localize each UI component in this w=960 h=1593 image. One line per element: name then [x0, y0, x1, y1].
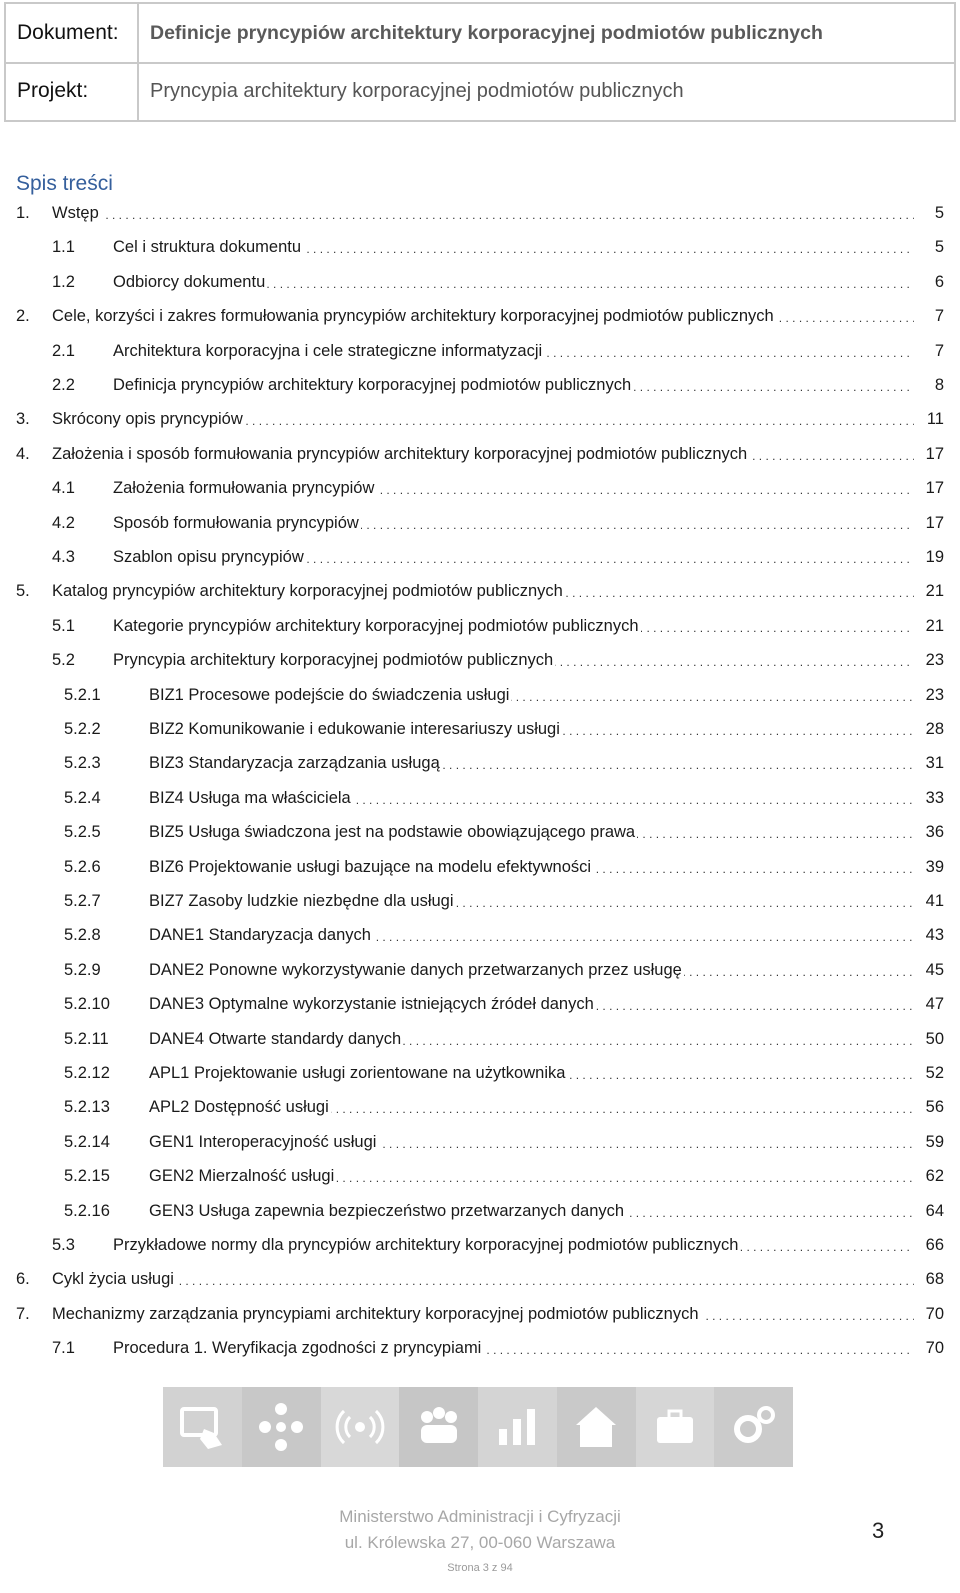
toc-entry-title: Założenia i sposób formułowania pryncypiów architektury korporacyjnej podmiotów publicznych — [52, 444, 748, 463]
footer-page-of: Strona 3 z 94 — [447, 1562, 513, 1574]
toc-entry-leader — [113, 1335, 920, 1361]
toc-entry[interactable] — [0, 578, 960, 604]
toc-entry-number: 4.3 — [52, 548, 75, 566]
toc-entry-leader — [149, 854, 920, 880]
toc-entry-page: 62 — [914, 1163, 944, 1189]
toc-entry-leader — [113, 1232, 920, 1258]
toc-entry[interactable] — [0, 234, 960, 260]
toc-entry-page: 23 — [914, 647, 944, 673]
toc-entry-page: 70 — [914, 1301, 944, 1327]
toc-entry-title: DANE4 Otwarte standardy danych — [149, 1029, 402, 1048]
icon-strip — [163, 1387, 793, 1467]
toc-entry[interactable] — [0, 922, 960, 948]
toc-entry-number: 5.2.5 — [64, 823, 101, 842]
toc-entry[interactable] — [0, 1301, 960, 1327]
toc-entry-title: Architektura korporacyjna i cele strategiczne informatyzacji — [113, 341, 543, 360]
toc-entry-page: 21 — [914, 613, 944, 639]
toc-entry-page: 5 — [914, 200, 944, 226]
toc-entry[interactable] — [0, 1060, 960, 1086]
toc-entry[interactable] — [0, 613, 960, 639]
toc-entry-title: Przykładowe normy dla pryncypiów architektury korporacyjnej podmiotów publicznych — [113, 1236, 739, 1254]
toc-entry[interactable] — [0, 338, 960, 364]
toc-entry-leader — [113, 234, 920, 260]
toc-entry-leader — [149, 1094, 920, 1120]
toc-entry[interactable] — [0, 200, 960, 226]
toc-entry-leader — [149, 785, 920, 811]
toc-entry-number: 5.2.12 — [64, 1064, 110, 1082]
toc-entry-page: 41 — [914, 888, 944, 914]
toc-entry-page: 17 — [914, 475, 944, 501]
toc-entry-page: 7 — [914, 338, 944, 364]
toc-entry-number: 1.2 — [52, 272, 75, 291]
toc-entry-title: Mechanizmy zarządzania pryncypiami architektury korporacyjnej podmiotów publicznych — [52, 1304, 699, 1323]
toc-entry-page: 68 — [914, 1266, 944, 1292]
toc-entry-leader — [52, 1301, 920, 1327]
toc-entry-title: BIZ7 Zasoby ludzkie niezbędne dla usługi — [149, 892, 454, 910]
toc-entry-title: BIZ3 Standaryzacja zarządzania usługą — [149, 754, 440, 773]
toc-entry-leader — [113, 613, 920, 639]
toc-entry-leader — [52, 200, 920, 226]
toc-entry-leader — [149, 1129, 920, 1155]
toc-entry-title: Cele, korzyści i zakres formułowania pryncypiów architektury korporacyjnej podmiotów publicznych — [52, 307, 774, 326]
toc-entry-number: 4. — [16, 444, 30, 463]
hand-tablet-icon — [163, 1387, 242, 1467]
toc-entry-title: Wstęp — [52, 204, 99, 222]
toc-entry-title: GEN3 Usługa zapewnia bezpieczeństwo przetwarzanych danych — [149, 1201, 625, 1220]
toc-entry[interactable] — [0, 372, 960, 398]
toc-entry-number: 5.2.11 — [64, 1029, 109, 1048]
toc-entry-number: 5.2.3 — [64, 754, 101, 773]
toc-entry-leader — [149, 957, 920, 983]
toc-entry-number: 5.2.14 — [64, 1132, 110, 1151]
toc-entry-title: Katalog pryncypiów architektury korporacyjnej podmiotów publicznych — [52, 582, 563, 601]
toc-entry-number: 5.2.7 — [64, 892, 101, 910]
toc-entry-page: 17 — [914, 510, 944, 536]
toc-entry-page: 21 — [914, 578, 944, 604]
toc-entry[interactable] — [0, 1094, 960, 1120]
toc-entry-title: Cel i struktura dokumentu — [113, 238, 302, 257]
toc-entry-number: 5.2.4 — [64, 788, 101, 807]
toc-entry-leader — [113, 372, 920, 398]
toc-entry-title: Pryncypia architektury korporacyjnej podmiotów publicznych — [113, 651, 554, 670]
toc-entry-leader — [149, 1026, 920, 1052]
broadcast-icon — [321, 1387, 400, 1467]
toc-entry-leader — [149, 888, 920, 914]
toc-entry[interactable] — [0, 957, 960, 983]
project-label: Projekt: — [6, 62, 139, 120]
toc-entry-number: 5.2.8 — [64, 926, 101, 945]
toc-entry-page: 33 — [914, 785, 944, 811]
toc-entry-page: 66 — [914, 1232, 944, 1258]
toc-entry[interactable] — [0, 510, 960, 536]
toc-entry-leader — [149, 991, 920, 1017]
toc-entry-number: 5.2.2 — [64, 720, 101, 738]
toc-entry-title: BIZ6 Projektowanie usługi bazujące na modelu efektywności — [149, 857, 592, 876]
people-icon — [399, 1387, 478, 1467]
toc-entry[interactable] — [0, 1129, 960, 1155]
toc-entry[interactable] — [0, 716, 960, 742]
toc-entry-number: 3. — [16, 410, 30, 429]
toc-entry-title: Sposób formułowania pryncypiów — [113, 513, 359, 532]
network-icon — [242, 1387, 321, 1467]
toc-entry-page: 52 — [914, 1060, 944, 1086]
toc-entry-leader — [113, 647, 920, 673]
toc-entry[interactable] — [0, 269, 960, 295]
toc-entry-page: 39 — [914, 854, 944, 880]
toc-entry-number: 5.2.9 — [64, 960, 101, 979]
toc-entry[interactable] — [0, 854, 960, 880]
toc-entry-leader — [149, 682, 920, 708]
toc-entry-page: 36 — [914, 819, 944, 845]
toc-entry-leader — [113, 510, 920, 536]
toc-entry-leader — [149, 716, 920, 742]
toc-entry-leader — [113, 544, 920, 570]
project-value: Pryncypia architektury korporacyjnej podmiotów publicznych — [150, 79, 684, 102]
toc-entry-title: Definicja pryncypiów architektury korporacyjnej podmiotów publicznych — [113, 376, 632, 394]
toc-entry-leader — [113, 269, 920, 295]
toc-entry-page: 6 — [914, 269, 944, 295]
toc-entry-number: 5.2.16 — [64, 1201, 110, 1220]
toc-entry[interactable] — [0, 303, 960, 329]
footer-address: ul. Królewska 27, 00-060 Warszawa — [344, 1533, 616, 1552]
toc-entry-number: 5.2 — [52, 651, 75, 670]
toc-entry-title: APL2 Dostępność usługi — [149, 1098, 329, 1117]
toc-entry-page: 64 — [914, 1198, 944, 1224]
toc-entry-title: GEN2 Mierzalność usługi — [149, 1167, 335, 1186]
toc-entry[interactable] — [0, 682, 960, 708]
toc-entry-leader — [113, 338, 920, 364]
toc-entry-title: DANE1 Standaryzacja danych — [149, 926, 371, 945]
footer-organization: Ministerstwo Administracji i Cyfryzacji — [339, 1507, 621, 1526]
toc-entry[interactable] — [0, 819, 960, 845]
toc-entry-page: 19 — [914, 544, 944, 570]
toc-entry-title: Szablon opisu pryncypiów — [113, 548, 304, 566]
toc-entry[interactable] — [0, 647, 960, 673]
toc-entry-number: 1. — [16, 204, 30, 222]
toc-entry-number: 5.2.15 — [64, 1167, 110, 1186]
toc-entry-leader — [52, 303, 920, 329]
toc-entry-leader — [52, 441, 920, 467]
toc-title: Spis treści — [16, 172, 113, 195]
toc-entry-page: 56 — [914, 1094, 944, 1120]
toc-entry-page: 5 — [914, 234, 944, 260]
toc-entry-number: 5.1 — [52, 616, 75, 635]
toc-entry-number: 5.2.1 — [64, 685, 101, 704]
toc-entry-page: 17 — [914, 441, 944, 467]
toc-entry-number: 4.2 — [52, 513, 75, 532]
toc-entry-leader — [52, 406, 920, 432]
toc-entry-number: 2.2 — [52, 376, 75, 394]
toc-entry-number: 4.1 — [52, 479, 75, 498]
toc-entry-title: Odbiorcy dokumentu — [113, 272, 266, 291]
toc-entry-number: 5.2.10 — [64, 995, 110, 1014]
toc-entry-page: 45 — [914, 957, 944, 983]
toc-entry-title: Kategorie pryncypiów architektury korporacyjnej podmiotów publicznych — [113, 616, 639, 635]
toc-entry-title: GEN1 Interoperacyjność usługi — [149, 1132, 377, 1151]
toc-entry-title: BIZ5 Usługa świadczona jest na podstawie obowiązującego prawa — [149, 823, 636, 842]
toc-entry-leader — [52, 578, 920, 604]
toc-entry-title: BIZ4 Usługa ma właściciela — [149, 788, 351, 807]
toc-entry-title: DANE3 Optymalne wykorzystanie istniejących źródeł danych — [149, 995, 594, 1014]
toc-entry-number: 5.2.6 — [64, 857, 101, 876]
toc-entry-title: Skrócony opis pryncypiów — [52, 410, 243, 429]
toc-entry-page: 8 — [914, 372, 944, 398]
document-value: Definicje pryncypiów architektury korporacyjnej podmiotów publicznych — [150, 21, 823, 44]
toc-entry[interactable] — [0, 1266, 960, 1292]
toc-entry-number: 5.2.13 — [64, 1098, 110, 1117]
toc-entry-leader — [149, 819, 920, 845]
toc-entry[interactable] — [0, 1163, 960, 1189]
toc-entry-title: BIZ2 Komunikowanie i edukowanie interesariuszy usługi — [149, 720, 560, 738]
toc-entry-page: 59 — [914, 1129, 944, 1155]
toc-entry-title: Procedura 1. Weryfikacja zgodności z pryncypiami — [113, 1339, 482, 1358]
toc-entry-number: 5.3 — [52, 1236, 75, 1254]
toc-entry-number: 2.1 — [52, 341, 75, 360]
toc-entry-title: BIZ1 Procesowe podejście do świadczenia usługi — [149, 685, 510, 704]
page-number: 3 — [872, 1518, 885, 1543]
toc-entry-page: 7 — [914, 303, 944, 329]
toc-entry-number: 5. — [16, 582, 30, 601]
toc-entry-title: Założenia formułowania pryncypiów — [113, 479, 375, 498]
toc-entry[interactable] — [0, 888, 960, 914]
document-label: Dokument: — [6, 4, 139, 62]
toc-entry-page: 43 — [914, 922, 944, 948]
toc-entry-page: 50 — [914, 1026, 944, 1052]
toc-entry-number: 6. — [16, 1270, 30, 1289]
toc-entry-leader — [149, 1198, 920, 1224]
toc-entry-page: 23 — [914, 682, 944, 708]
house-icon — [557, 1387, 636, 1467]
toc-entry-leader — [52, 1266, 920, 1292]
toc-entry-page: 11 — [914, 406, 944, 432]
toc-entry-leader — [149, 1060, 920, 1086]
gears-icon — [714, 1387, 793, 1467]
toc-entry-page: 70 — [914, 1335, 944, 1361]
toc-entry-leader — [149, 922, 920, 948]
toc-entry[interactable] — [0, 1335, 960, 1361]
toc-entry-page: 28 — [914, 716, 944, 742]
toc-entry-number: 7. — [16, 1304, 30, 1323]
toc-entry[interactable] — [0, 441, 960, 467]
toc-entry[interactable] — [0, 1198, 960, 1224]
toc-entry[interactable] — [0, 991, 960, 1017]
toc-entry[interactable] — [0, 544, 960, 570]
toc-entry-leader — [113, 475, 920, 501]
toc-entry-number: 7.1 — [52, 1339, 75, 1358]
toc-entry[interactable] — [0, 750, 960, 776]
toc-entry-title: Cykl życia usługi — [52, 1270, 174, 1289]
toc-entry-page: 31 — [914, 750, 944, 776]
toc-entry-page: 47 — [914, 991, 944, 1017]
briefcase-icon — [636, 1387, 715, 1467]
toc-entry[interactable] — [0, 1232, 960, 1258]
toc-entry-title: DANE2 Ponowne wykorzystywanie danych przetwarzanych przez usługę — [149, 960, 682, 979]
chart-icon — [478, 1387, 557, 1467]
toc-entry-title: APL1 Projektowanie usługi zorientowane na użytkownika — [149, 1064, 566, 1082]
toc-entry[interactable] — [0, 406, 960, 432]
toc-entry[interactable] — [0, 1026, 960, 1052]
toc-entry[interactable] — [0, 785, 960, 811]
toc-entry[interactable] — [0, 475, 960, 501]
toc-entry-number: 2. — [16, 307, 30, 326]
toc-entry-leader — [149, 1163, 920, 1189]
toc-entry-number: 1.1 — [52, 238, 75, 257]
toc-entry-leader — [149, 750, 920, 776]
